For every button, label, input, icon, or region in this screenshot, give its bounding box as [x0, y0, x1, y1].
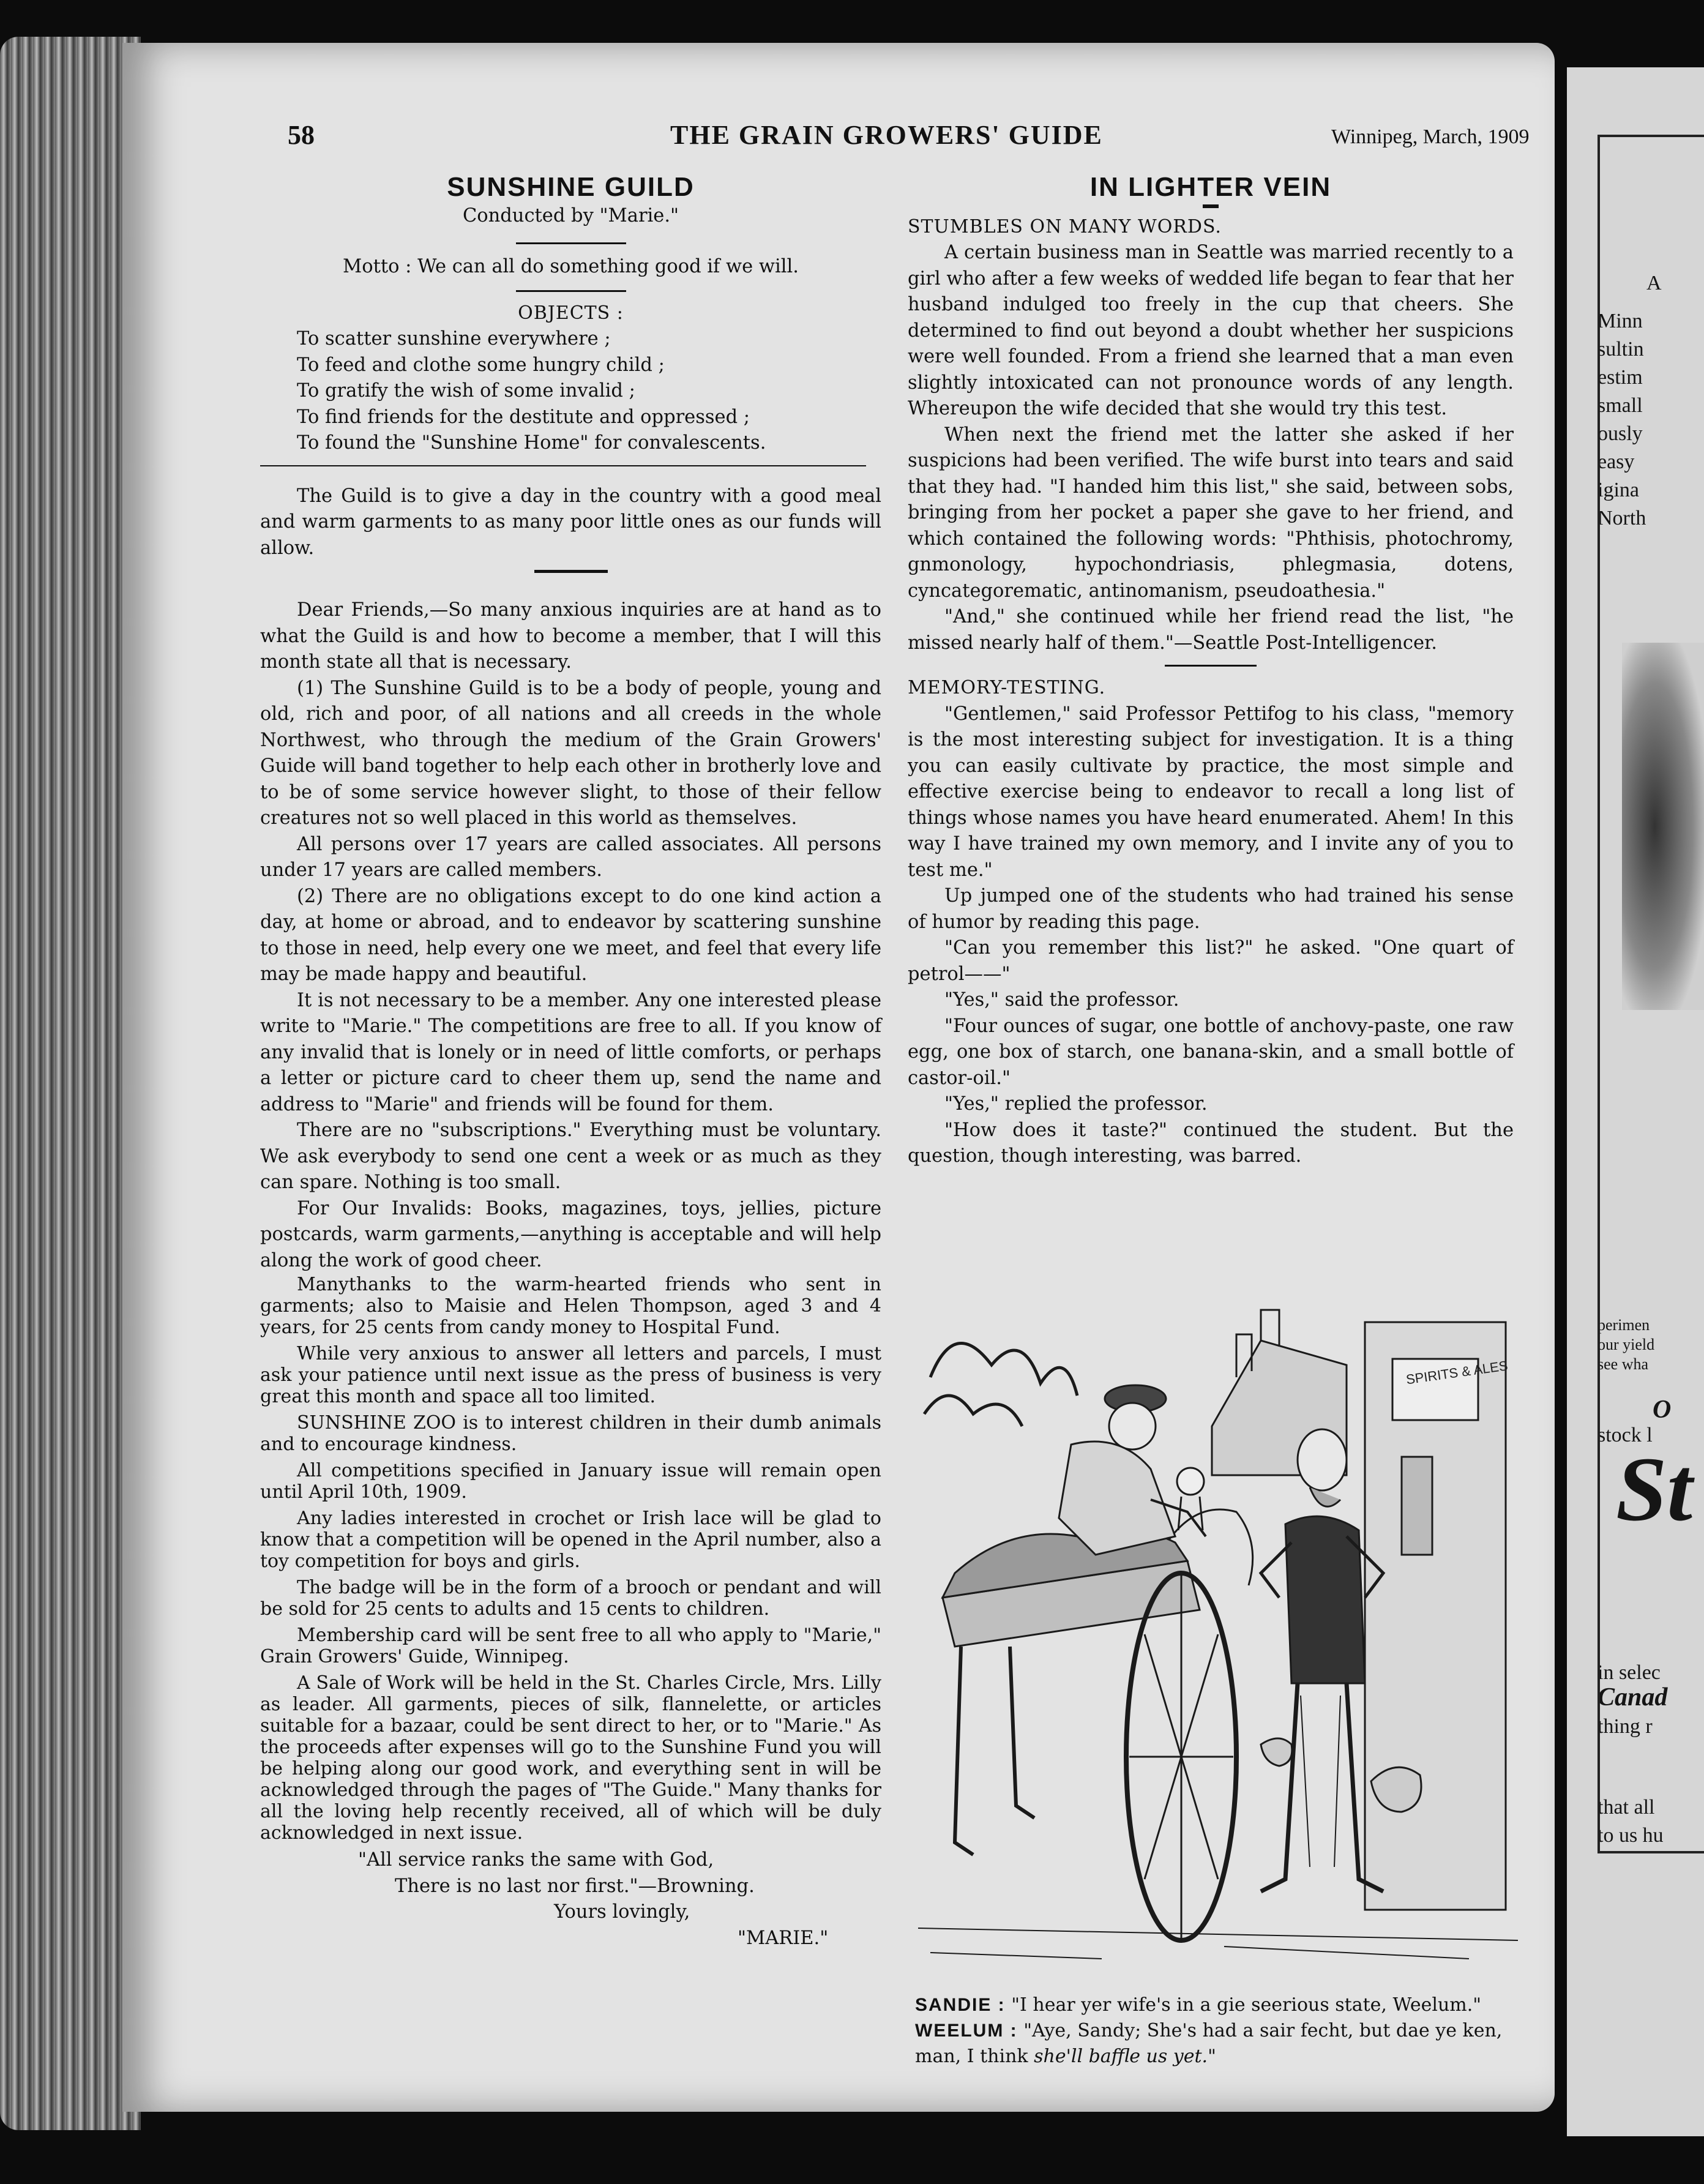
page-number: 58: [288, 120, 315, 150]
dateline: Winnipeg, March, 1909: [1331, 125, 1530, 148]
body-paragraph: (2) There are no obligations except to do one kind action a day, at home or abroad, and to endeavor by scattering sunshine to those in need, help every one we meet, and feel that every life may be made happy and beautiful.: [260, 885, 881, 985]
motto: Motto : We can all do something good if we will.: [343, 256, 799, 277]
adjacent-fragment: igina: [1597, 479, 1639, 501]
cartoon-caption: [915, 1992, 1521, 2070]
adjacent-fragment: North: [1597, 507, 1646, 529]
divider: [1203, 204, 1219, 208]
section-title: SUNSHINE GUILD: [447, 172, 695, 202]
story-paragraph: "Four ounces of sugar, one bottle of anchovy-paste, one raw egg, one box of starch, one banana-skin, and a small bottle of castor-oil.": [908, 1015, 1514, 1089]
adjacent-fragment: Minn: [1597, 310, 1643, 332]
adjacent-fragment: see wha: [1597, 1355, 1649, 1373]
story-paragraph: "How does it taste?" continued the student. But the question, though interesting, was barred.: [908, 1119, 1514, 1167]
divider: [260, 465, 866, 466]
story-heading: STUMBLES ON MANY WORDS.: [908, 215, 1222, 237]
story-paragraph: A certain business man in Seattle was married recently to a girl who after a few weeks of wedded life began to fear that her husband indulged too freely in the cup that cheers. She determined to find out beyond a doubt whether her suspicions were well founded. From a friend she learned that a man even slightly intoxicated can not pronounce words of any length. Whereupon the wife decided that she would try this test.: [908, 242, 1514, 419]
objects-item: To found the "Sunshine Home" for convalescents.: [297, 432, 766, 454]
adjacent-fragment: ously: [1597, 422, 1643, 445]
caption-text: "I hear yer wife's in a gie seerious state, Weelum.": [1011, 1994, 1482, 2016]
body-paragraph: SUNSHINE ZOO is to interest children in their dumb animals and to encourage kindness.: [260, 1412, 881, 1455]
divider: [516, 290, 626, 292]
adjacent-fragment: our yield: [1597, 1336, 1655, 1353]
closing: Yours lovingly,: [554, 1901, 690, 1923]
adjacent-fragment: that all: [1597, 1796, 1655, 1819]
story-paragraph: "And," she continued while her friend read the list, "he missed nearly half of them."—Seattle Post-Intelligencer.: [908, 606, 1514, 654]
signature: "MARIE.": [738, 1927, 829, 1949]
story-paragraph: "Yes," said the professor.: [944, 989, 1179, 1011]
body-paragraph: There are no "subscriptions." Everything must be voluntary. We ask everybody to send one cent a week or as much as they can spare. Nothing is too small.: [260, 1120, 881, 1193]
lighter-vein-column: [908, 174, 1514, 1170]
byline: Conducted by "Marie.": [462, 204, 679, 226]
intro-paragraph: The Guild is to give a day in the country with a good meal and warm garments to as many poor little ones as our funds will allow.: [260, 485, 881, 559]
divider: [516, 242, 626, 244]
body-paragraph: (1) The Sunshine Guild is to be a body of people, young and old, rich and poor, of all nations and all creeds in the whole Northwest, who through the medium of the Grain Growers' Guide will band together to help each other in brotherly love and to be of some service however slight, to those of their fellow creatures not so well placed in this world as themselves.: [260, 677, 881, 829]
caption-line: [915, 2018, 1521, 2070]
divider: [534, 570, 608, 573]
running-title: THE GRAIN GROWERS' GUIDE: [670, 120, 1103, 150]
sunshine-guild-column: [260, 174, 881, 1951]
body-paragraph: All competitions specified in January issue will remain open until April 10th, 1909.: [260, 1460, 881, 1503]
adjacent-fragment: sultin: [1597, 338, 1644, 361]
body-paragraph: All persons over 17 years are called associates. All persons under 17 years are called members.: [260, 833, 881, 881]
body-paragraph: Any ladies interested in crochet or Irish lace will be glad to know that a competition will be opened in the April number, also a toy competition for boys and girls.: [260, 1508, 881, 1572]
story-heading: MEMORY-TESTING.: [908, 677, 1106, 698]
objects-item: To find friends for the destitute and oppressed ;: [297, 406, 750, 428]
body-paragraph: While very anxious to answer all letters and parcels, I must ask your patience until next issue as the press of business is very great this month and space all too limited.: [260, 1343, 881, 1407]
adjacent-fragment: O: [1653, 1396, 1672, 1424]
section-title: IN LIGHTER VEIN: [1089, 172, 1332, 202]
adjacent-fragment: to us hu: [1597, 1824, 1664, 1847]
adjacent-fragment: easy: [1597, 451, 1635, 473]
objects-item: To scatter sunshine everywhere ;: [297, 328, 611, 350]
body-paragraph: It is not necessary to be a member. Any one interested please write to "Marie." The competitions are free to all. If you know of any invalid that is lonely or in need of little comforts, or perhaps a letter or picture card to cheer them up, send the name and address to "Marie" and friends will be found for them.: [260, 989, 881, 1115]
caption-line: [915, 1992, 1521, 2018]
body-paragraph: Dear Friends,—So many anxious inquiries are at hand as to what the Guild is and how to become a member, that I will this month state all that is necessary.: [260, 599, 881, 673]
adjacent-fragment: A: [1646, 272, 1662, 294]
caption-emphasis: she'll baffle us yet.: [1034, 2046, 1208, 2067]
adjacent-fragment: stock l: [1597, 1424, 1653, 1446]
story-paragraph: "Gentlemen," said Professor Pettifog to his class, "memory is the most interesting subject for investigation. It is a thing you can easily cultivate by practice, the most simple and effective exercise being to endeavor to recall a long list of things whose names you have heard enumerated. Ahem! In this way I have trained my own memory, and I invite any of you to test me.": [908, 703, 1514, 881]
adjacent-fragment: small: [1597, 394, 1643, 417]
adjacent-fragment: perimen: [1597, 1316, 1650, 1334]
quote-line: "All service ranks the same with God,: [358, 1849, 714, 1871]
caption-text: ": [1208, 2046, 1216, 2067]
caption-text: "Aye, Sandy; She's had a sair fecht, but dae ye ken, man, I think: [915, 2020, 1503, 2067]
cartoon-illustration: [918, 1255, 1518, 1983]
body-paragraph: Manythanks to the warm-hearted friends who sent in garments; also to Maisie and Helen Thompson, aged 3 and 4 years, for 25 cents from candy money to Hospital Fund.: [260, 1274, 881, 1338]
adjacent-photo: [1622, 643, 1704, 1010]
caption-speaker: SANDIE :: [915, 1995, 1006, 2015]
body-paragraph: For Our Invalids: Books, magazines, toys, jellies, picture postcards, warm garments,—anything is acceptable and will help along the work of good cheer.: [260, 1197, 881, 1271]
body-paragraph: The badge will be in the form of a brooch or pendant and will be sold for 25 cents to adults and 15 cents to children.: [260, 1577, 881, 1620]
objects-item: To feed and clothe some hungry child ;: [297, 354, 665, 376]
book-spine: [0, 37, 141, 2130]
body-paragraph: A Sale of Work will be held in the St. Charles Circle, Mrs. Lilly as leader. All garments, pieces of silk, flannelette, or articles suitable for a bazaar, could be sent direct to her, or to "Marie." As the proceeds after expenses will go to the Sunshine Fund you will be helping along our good work, and everything sent in will be acknowledged through the pages of "The Guide." Many thanks for all the loving help recently received, all of which will be duly acknowledged in next issue.: [260, 1672, 881, 1844]
shop-sign: SPIRITS & ALES: [1405, 1358, 1509, 1388]
adjacent-fragment: estim: [1597, 366, 1643, 389]
story-paragraph: When next the friend met the latter she asked if her suspicions had been verified. The wife burst into tears and said that they had. "I handed him this list," she said, between sobs, bringing from her pocket a paper she gave to her friend, and which contained the following words: "Phthisis, photochromy, gnmonology, hypochondriasis, phlegmasia, dotens, cyncategorematic, antinomanism, pseudoathesia.": [908, 424, 1514, 602]
objects-heading: OBJECTS :: [518, 302, 624, 324]
quote-line: There is no last nor first."—Browning.: [395, 1875, 755, 1897]
objects-item: To gratify the wish of some invalid ;: [297, 380, 635, 402]
adjacent-fragment: in selec: [1597, 1661, 1661, 1684]
adjacent-fragment: St: [1616, 1438, 1693, 1540]
story-paragraph: "Can you remember this list?" he asked. "One quart of petrol——": [908, 937, 1514, 985]
story-paragraph: Up jumped one of the students who had trained his sense of humor by reading this page.: [908, 885, 1514, 933]
body-paragraph: Membership card will be sent free to all who apply to "Marie," Grain Growers' Guide, Winnipeg.: [260, 1625, 881, 1667]
story-paragraph: "Yes," replied the professor.: [944, 1093, 1208, 1115]
adjacent-fragment: thing r: [1597, 1715, 1653, 1738]
adjacent-fragment: Canad: [1597, 1683, 1668, 1711]
divider: [1165, 665, 1257, 667]
caption-speaker: WEELUM :: [915, 2021, 1018, 2041]
objects-list: [260, 326, 881, 457]
